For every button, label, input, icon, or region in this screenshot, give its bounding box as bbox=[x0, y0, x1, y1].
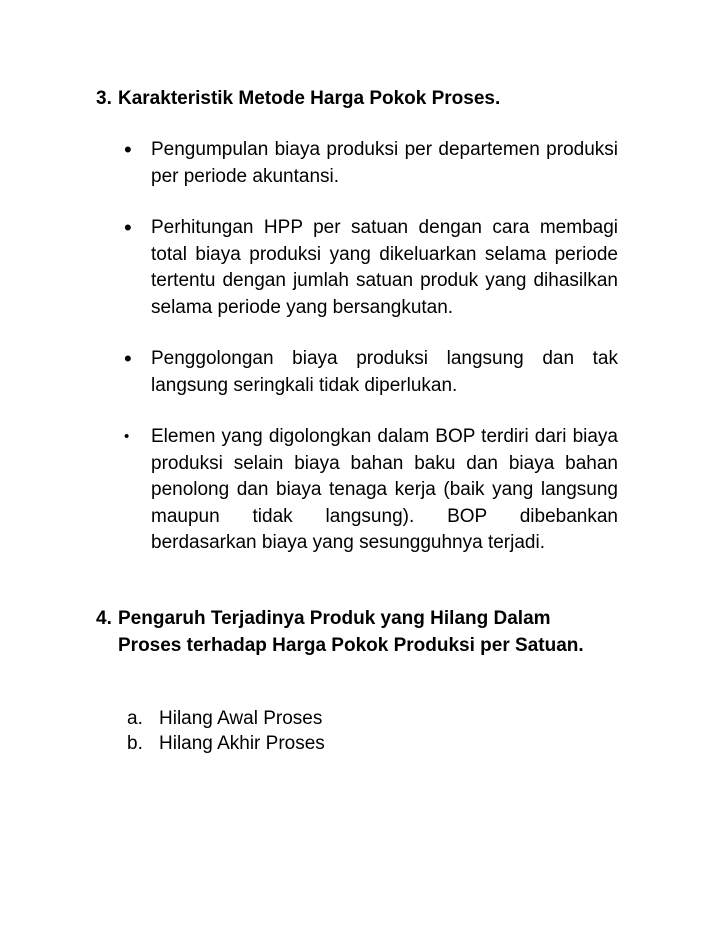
bullet-text: Elemen yang digolongkan dalam BOP terdiri dari biaya produksi selain biaya bahan baku dan biaya bahan penolong dan biaya tenaga kerja (baik yang langsung maupun tidak langsung). BOP dibebankan berdasarkan biaya yang sesungguhnya terjadi. bbox=[151, 426, 618, 553]
section-3-number: 3. bbox=[96, 88, 112, 109]
bullet-icon: • bbox=[124, 215, 132, 240]
section-4-sub-list bbox=[127, 706, 325, 756]
list-item-text: Hilang Akhir Proses bbox=[159, 733, 325, 754]
bullet-icon: • bbox=[124, 137, 132, 162]
bullet-icon: • bbox=[124, 346, 132, 371]
bullet-item bbox=[124, 346, 618, 399]
section-4-title: Pengaruh Terjadinya Produk yang Hilang Dalam Proses terhadap Harga Pokok Produksi per Satuan. bbox=[118, 608, 584, 656]
section-3-bullet-list bbox=[124, 137, 618, 582]
bullet-text: Perhitungan HPP per satuan dengan cara membagi total biaya produksi yang dikeluarkan selama periode tertentu dengan jumlah satuan produk yang dihasilkan selama periode yang bersangkutan. bbox=[151, 217, 618, 318]
list-item bbox=[127, 706, 325, 731]
list-item-text: Hilang Awal Proses bbox=[159, 708, 323, 729]
section-4-number: 4. bbox=[96, 608, 112, 629]
bullet-text: Penggolongan biaya produksi langsung dan tak langsung seringkali tidak diperlukan. bbox=[151, 348, 618, 396]
section-3-heading bbox=[96, 86, 616, 113]
bullet-item bbox=[124, 215, 618, 321]
section-4-heading bbox=[96, 606, 616, 659]
bullet-text: Pengumpulan biaya produksi per departemen produksi per periode akuntansi. bbox=[151, 139, 618, 187]
list-item bbox=[127, 731, 325, 756]
section-3-title: Karakteristik Metode Harga Pokok Proses. bbox=[118, 88, 501, 109]
bullet-item bbox=[124, 137, 618, 190]
bullet-icon: • bbox=[124, 428, 130, 445]
list-item-letter: b. bbox=[127, 733, 143, 754]
bullet-item bbox=[124, 424, 618, 557]
list-item-letter: a. bbox=[127, 708, 143, 729]
